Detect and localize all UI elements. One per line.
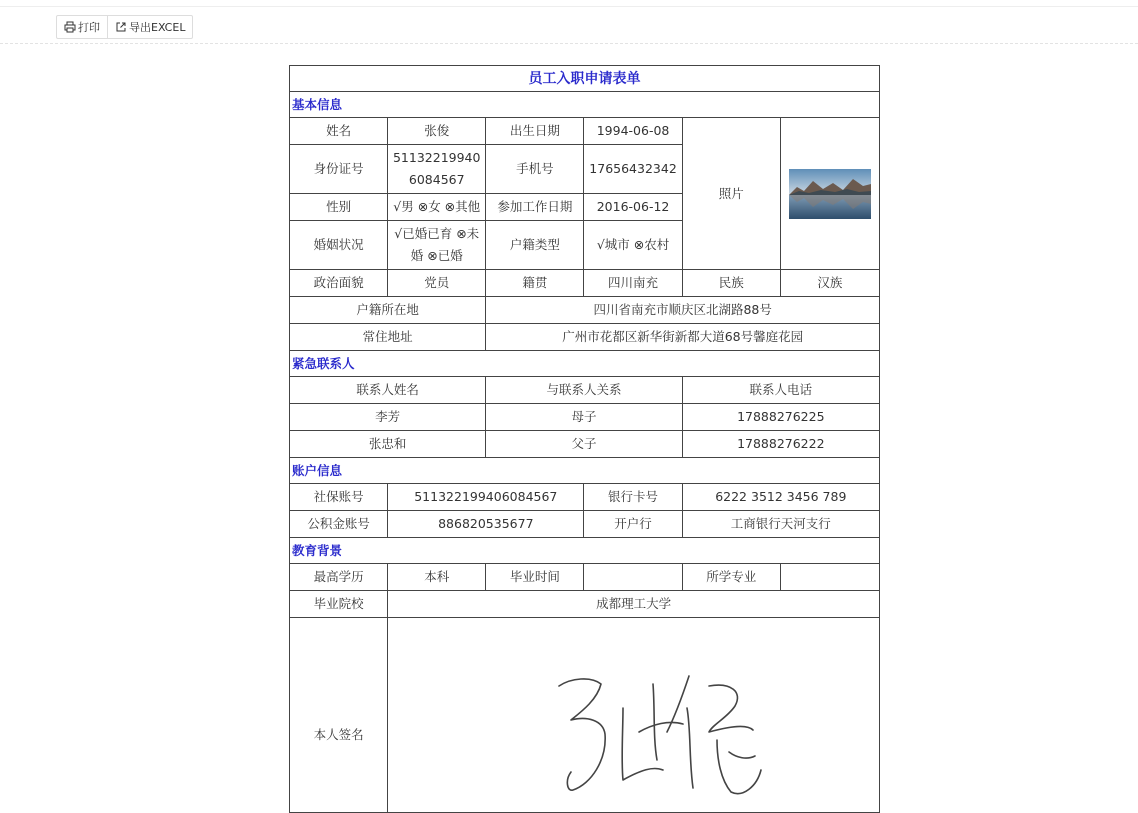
handwritten-signature: [391, 620, 879, 810]
photo-cell: [780, 118, 879, 270]
signature-cell: [388, 618, 880, 813]
residence-address-value: 广州市花都区新华街新都大道68号馨庭花园: [486, 324, 880, 351]
work-start-label: 参加工作日期: [486, 194, 584, 221]
birth-date-value: 1994-06-08: [584, 118, 682, 145]
contact-name: 李芳: [290, 404, 486, 431]
contact-relation: 父子: [486, 431, 682, 458]
printer-icon: [64, 21, 76, 33]
employee-onboarding-form: [289, 65, 880, 813]
contact-phone: 17888276225: [682, 404, 879, 431]
major-label: 所学专业: [682, 564, 780, 591]
school-value: 成都理工大学: [388, 591, 880, 618]
id-number-label: 身份证号: [290, 145, 388, 194]
major-value: [780, 564, 879, 591]
residence-address-label: 常住地址: [290, 324, 486, 351]
id-number-value: 511322199406084567: [388, 145, 486, 194]
degree-label: 最高学历: [290, 564, 388, 591]
graduation-time-label: 毕业时间: [486, 564, 584, 591]
signature-label: 本人签名: [290, 618, 388, 813]
bank-branch-value: 工商银行天河支行: [682, 511, 879, 538]
hukou-type-label: 户籍类型: [486, 221, 584, 270]
bank-card-label: 银行卡号: [584, 484, 682, 511]
gender-label: 性别: [290, 194, 388, 221]
marital-label: 婚姻状况: [290, 221, 388, 270]
native-place-value: 四川南充: [584, 270, 682, 297]
section-account-info: 账户信息: [290, 458, 880, 484]
table-row: [290, 431, 880, 458]
employee-photo: [789, 169, 871, 219]
external-link-icon: [115, 21, 127, 33]
housing-fund-value: 886820535677: [388, 511, 584, 538]
graduation-time-value: [584, 564, 682, 591]
toolbar-divider: [0, 43, 1138, 44]
section-basic-info: 基本信息: [290, 92, 880, 118]
form-title: 员工入职申请表单: [290, 66, 880, 92]
bank-branch-label: 开户行: [584, 511, 682, 538]
social-security-value: 511322199406084567: [388, 484, 584, 511]
political-label: 政治面貌: [290, 270, 388, 297]
contact-relation: 母子: [486, 404, 682, 431]
birth-date-label: 出生日期: [486, 118, 584, 145]
ethnicity-value: 汉族: [780, 270, 879, 297]
section-education: 教育背景: [290, 538, 880, 564]
contact-name: 张忠和: [290, 431, 486, 458]
work-start-value: 2016-06-12: [584, 194, 682, 221]
phone-label: 手机号: [486, 145, 584, 194]
hukou-type-value: √城市 ⊗农村: [584, 221, 682, 270]
print-button[interactable]: [57, 16, 107, 38]
social-security-label: 社保账号: [290, 484, 388, 511]
contact-phone-header: 联系人电话: [682, 377, 879, 404]
photo-label: 照片: [682, 118, 780, 270]
section-emergency-contact: 紧急联系人: [290, 351, 880, 377]
export-label: 导出EXCEL: [129, 21, 186, 34]
phone-value: 17656432342: [584, 145, 682, 194]
toolbar: [56, 15, 193, 39]
housing-fund-label: 公积金账号: [290, 511, 388, 538]
bank-card-value: 6222 3512 3456 789: [682, 484, 879, 511]
native-place-label: 籍贯: [486, 270, 584, 297]
name-value: 张俊: [388, 118, 486, 145]
marital-value: √已婚已育 ⊗未婚 ⊗已婚: [388, 221, 486, 270]
political-value: 党员: [388, 270, 486, 297]
hukou-address-label: 户籍所在地: [290, 297, 486, 324]
contact-phone: 17888276222: [682, 431, 879, 458]
hukou-address-value: 四川省南充市顺庆区北湖路88号: [486, 297, 880, 324]
degree-value: 本科: [388, 564, 486, 591]
top-border: [0, 0, 1138, 7]
gender-value: √男 ⊗女 ⊗其他: [388, 194, 486, 221]
contact-relation-header: 与联系人关系: [486, 377, 682, 404]
school-label: 毕业院校: [290, 591, 388, 618]
ethnicity-label: 民族: [682, 270, 780, 297]
contact-name-header: 联系人姓名: [290, 377, 486, 404]
export-excel-button[interactable]: [107, 16, 192, 38]
name-label: 姓名: [290, 118, 388, 145]
print-label: 打印: [78, 21, 100, 34]
table-row: [290, 404, 880, 431]
